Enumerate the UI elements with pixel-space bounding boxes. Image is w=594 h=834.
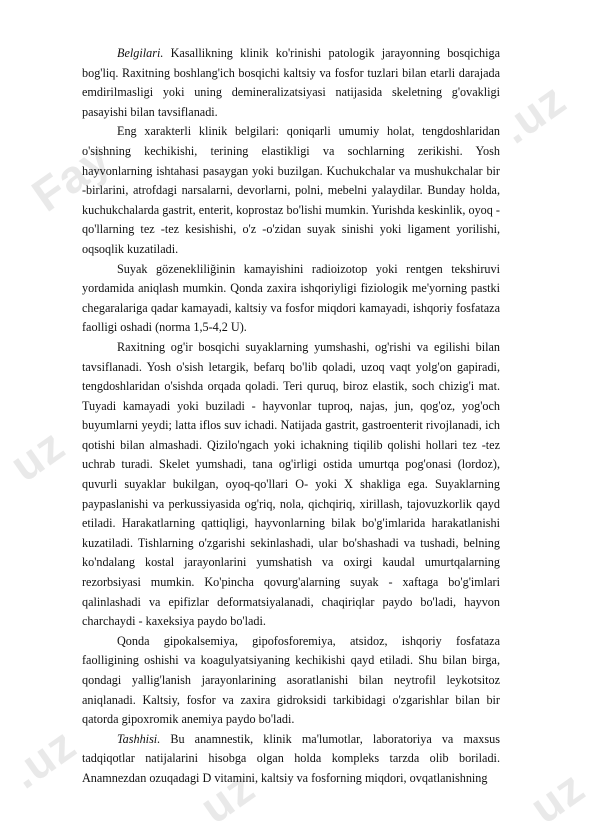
paragraph-bone-porosity	[82, 260, 500, 338]
document-text	[82, 44, 500, 789]
watermark: uz	[0, 418, 74, 492]
paragraph-tashhisi	[82, 730, 500, 789]
section-heading-belgilari: Belgilari.	[117, 46, 164, 60]
section-heading-tashhisi: Tashhisi.	[117, 731, 161, 746]
paragraph-text: Qonda gipokalsemiya, gipofosforemiya, atsidoz, ishqoriy fosfataza faolligining oshishi va koagulyatsiyaning kechikishi qayd etiladi. Shu bilan birga, qondagi yallig'lanish jarayonlarining asoratlanishi bilan neytrofil leykotsitoz aniqlanadi. Kaltsiy, fosfor va zaxira gidroksidi tarkibidagi o'zgarishlar bilan bir qatorda gipoxromik anemiya paydo bo'ladi.	[82, 633, 500, 727]
paragraph-clinical-signs	[82, 122, 500, 259]
paragraph-belgilari	[82, 44, 500, 122]
paragraph-text: Bu anamnestik, klinik ma'lumotlar, laboratoriya va maxsus tadqiqotlar natijalarini hisobga olgan holda kompleks tarzda olib boriladi. Anamnezdan ozuqadagi D vitamini, kaltsiy va fosforning miqdori, ovqatlanishning	[82, 731, 500, 785]
paragraph-text: Suyak gözenekliliğinin kamayishini radioizotop yoki rentgen tekshiruvi yordamida aniqlash mumkin. Qonda zaxira ishqoriyligi fiziologik me'yorning pastki chegaralariga qadar kamayadi, kaltsiy va fosfor miqdori kamayadi, ishqoriy fosfataza faolligi oshadi (norma 1,5-4,2 U).	[82, 261, 500, 335]
paragraph-text: Raxitning og'ir bosqichi suyaklarning yumshashi, og'rishi va egilishi bilan tavsiflanadi. Yosh o'sish letargik, befarq bo'lib qoladi, uzoq vaqt yolg'on gapiradi, tengdoshlaridan o'sishda orqada qoladi. Teri quruq, biroz elastik, soch chizig'i mat. Tuyadi kamayadi yoki buziladi - hayvonlar tuproq, najas, jun, qog'oz, yog'och buyumlarni yeydi; latta iflos suv ichadi. Natijada gastrit, gastroenterit rivojlanadi, ich qotishi bilan almashadi. Qizilo'ngach yoki ichakning tiqilib qolishi hollari tez -tez uchrab turadi. Skelet yumshadi, tana og'irligi ostida umurtqa pog'onasi (lordoz), quvurli suyaklar bukilgan, oyoq-qo'llari O- yoki X shakliga ega. Suyaklarning paypaslanishi va perkussiyasida og'riq, nola, qichqiriq, xirillash, tajovuzkorlik qayd etiladi. Harakatlarning qattiqligi, hayvonlarning bilak bo'g'imlarida harakatlanishi kuzatiladi. Tishlarning o'zgarishi sekinlashadi, ular bo'shashadi va tushadi, belning ko'ndalang kostal jarayonlarini yumshatish va oxirgi kaudal umurtqalarning rezorbsiyasi mumkin. Ko'pincha qovurg'alarning suyak - xaftaga bo'g'imlari qalinlashadi va epifizlar deformatsiyalanadi, chaqiriqlar paydo bo'ladi, hayvon charchaydi - kaxeksiya paydo bo'ladi.	[82, 339, 500, 629]
watermark: Fay	[22, 131, 120, 222]
paragraph-blood-findings	[82, 632, 500, 730]
paragraph-severe-stage	[82, 338, 500, 632]
watermark: uz	[190, 760, 264, 834]
watermark: .uz	[490, 72, 576, 154]
paragraph-text: Kasallikning klinik ko'rinishi patologik jarayonning bosqichiga bog'liq. Raxitning boshlang'ich bosqichi kaltsiy va fosfor tuzlari bilan etarli darajada emdirilmasligi yoki uning demineralizatsiyasi natijasida skeletning g'ovakligi pasayishi bilan tavsiflanadi.	[82, 46, 500, 119]
watermark: uz	[520, 760, 594, 834]
paragraph-text: Eng xarakterli klinik belgilari: qoniqarli umumiy holat, tengdoshlaridan o'sishning kechikishi, terining elastikligi va sochlarning zerikishi. Yosh hayvonlarning ishtahasi pasaygan yoki buzilgan. Kuchukchalar va mushukchalar bir -birlarini, atrofdagi narsalarni, devorlarni, polni, mebelni yalaydilar. Bunday holda, kuchukchalarda gastrit, enterit, koprostaz bo'lishi mumkin. Yurishda keskinlik, oyoq -qo'llarning tez -tez kesishishi, o'z -o'zidan suyak sinishi yoki ligament yorilishi, oqsoqlik kuzatiladi.	[82, 124, 500, 256]
watermark: .uz	[0, 717, 86, 799]
